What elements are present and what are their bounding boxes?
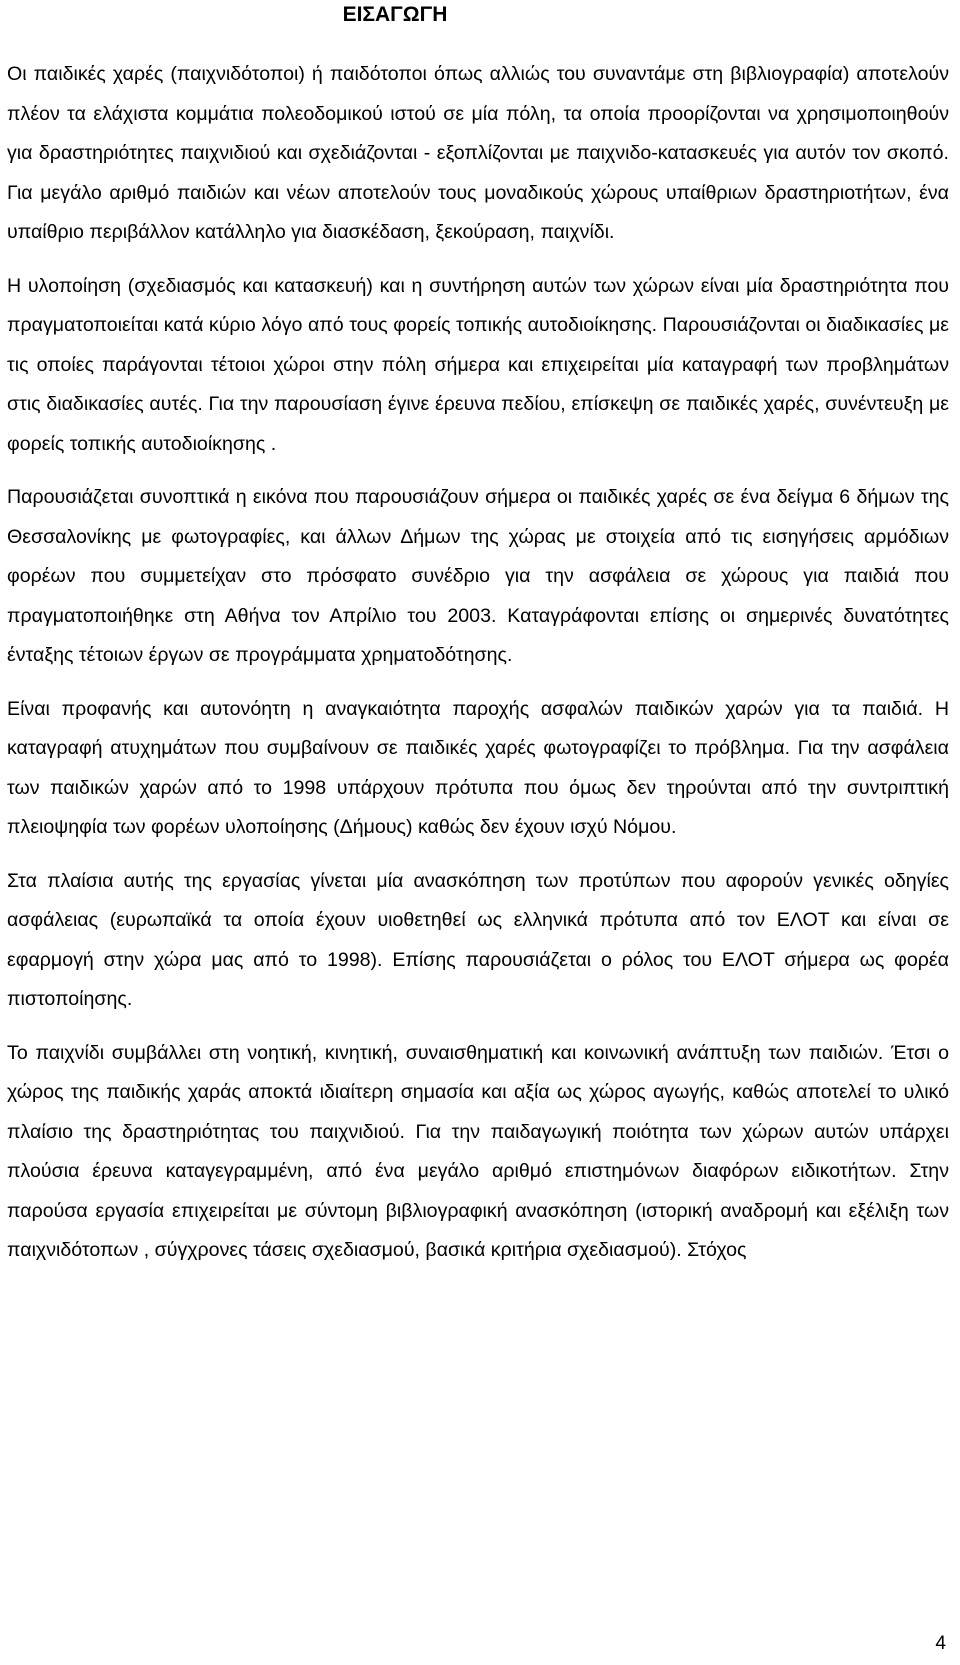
page-heading: ΕΙΣΑΓΩΓΗ — [342, 3, 448, 26]
page-number: 4 — [935, 1633, 946, 1654]
paragraph: Είναι προφανής και αυτονόητη η αναγκαιότητα παροχής ασφαλών παιδικών χαρών για τα παιδιά. Η καταγραφή ατυχημάτων που συμβαίνουν σε παιδικές χαρές φωτογραφίζει το πρόβλημα. Για την ασφάλεια των παιδικών χαρών από το 1998 υπάρχουν πρότυπα που όμως δεν τηρούνται από την συντριπτική πλειοψηφία των φορέων υλοποίησης (Δήμους) καθώς δεν έχουν ισχύ Νόμου. — [7, 697, 949, 838]
paragraph: Παρουσιάζεται συνοπτικά η εικόνα που παρουσιάζουν σήμερα οι παιδικές χαρές σε ένα δείγμα 6 δήμων της Θεσσαλονίκης με φωτογραφίες, και άλλων Δήμων της χώρας με στοιχεία από τις εισηγήσεις αρμόδιων φορέων που συμμετείχαν στο πρόσφατο συνέδριο για την ασφάλεια σε χώρους για παιδιά που πραγματοποιήθηκε στη Αθήνα τον Απρίλιο του 2003. Καταγράφονται επίσης οι σημερινές δυνατότητες ένταξης τέτοιων έργων σε προγράμματα χρηματοδότησης. — [7, 486, 949, 666]
paragraph: Στα πλαίσια αυτής της εργασίας γίνεται μία ανασκόπηση των προτύπων που αφορούν γενικές οδηγίες ασφάλειας (ευρωπαϊκά τα οποία έχουν υιοθετηθεί ως ελληνικά πρότυπα από τον ΕΛΟΤ και είναι σε εφαρμογή στην χώρα μας από το 1998). Επίσης παρουσιάζεται ο ρόλος του ΕΛΟΤ σήμερα ως φορέα πιστοποίησης. — [7, 869, 949, 1010]
paragraph: Το παιχνίδι συμβάλλει στη νοητική, κινητική, συναισθηματική και κοινωνική ανάπτυξη των παιδιών. Έτσι ο χώρος της παιδικής χαράς αποκτά ιδιαίτερη σημασία και αξία ως χώρος αγωγής, καθώς αποτελεί το υλικό πλαίσιο της δραστηριότητας του παιχνιδιού. Για την παιδαγωγική ποιότητα των χώρων αυτών υπάρχει πλούσια έρευνα καταγεγραμμένη, από ένα μεγάλο αριθμό επιστημόνων διαφόρων ειδικοτήτων. Στην παρούσα εργασία επιχειρείται με σύντομη βιβλιογραφική ανασκόπηση (ιστορική αναδρομή και εξέλιξη των παιχνιδότοπων , σύγχρονες τάσεις σχεδιασμού, βασικά κριτήρια σχεδιασμού). Στόχος — [7, 1041, 949, 1261]
paragraph: Οι παιδικές χαρές (παιχνιδότοποι) ή παιδότοποι όπως αλλιώς του συναντάμε στη βιβλιογραφία) αποτελούν πλέον τα ελάχιστα κομμάτια πολεοδομικού ιστού σε μία πόλη, τα οποία προορίζονται να χρησιμοποιηθούν για δραστηριότητες παιχνιδιού και σχεδιάζονται - εξοπλίζονται με παιχνιδο-κατασκευές για αυτόν τον σκοπό. Για μεγάλο αριθμό παιδιών και νέων αποτελούν τους μοναδικούς χώρους υπαίθριων δραστηριοτήτων, ένα υπαίθριο περιβάλλον κατάλληλο για διασκέδαση, ξεκούραση, παιχνίδι. — [7, 63, 949, 243]
document-body — [7, 55, 949, 1285]
paragraph: Η υλοποίηση (σχεδιασμός και κατασκευή) και η συντήρηση αυτών των χώρων είναι μία δραστηριότητα που πραγματοποιείται κατά κύριο λόγο από τους φορείς τοπικής αυτοδιοίκησης. Παρουσιάζονται οι διαδικασίες με τις οποίες παράγονται τέτοιοι χώροι στην πόλη σήμερα και επιχειρείται μία καταγραφή των προβλημάτων στις διαδικασίες αυτές. Για την παρουσίαση έγινε έρευνα πεδίου, επίσκεψη σε παιδικές χαρές, συνέντευξη με φορείς τοπικής αυτοδιοίκησης . — [7, 274, 949, 455]
